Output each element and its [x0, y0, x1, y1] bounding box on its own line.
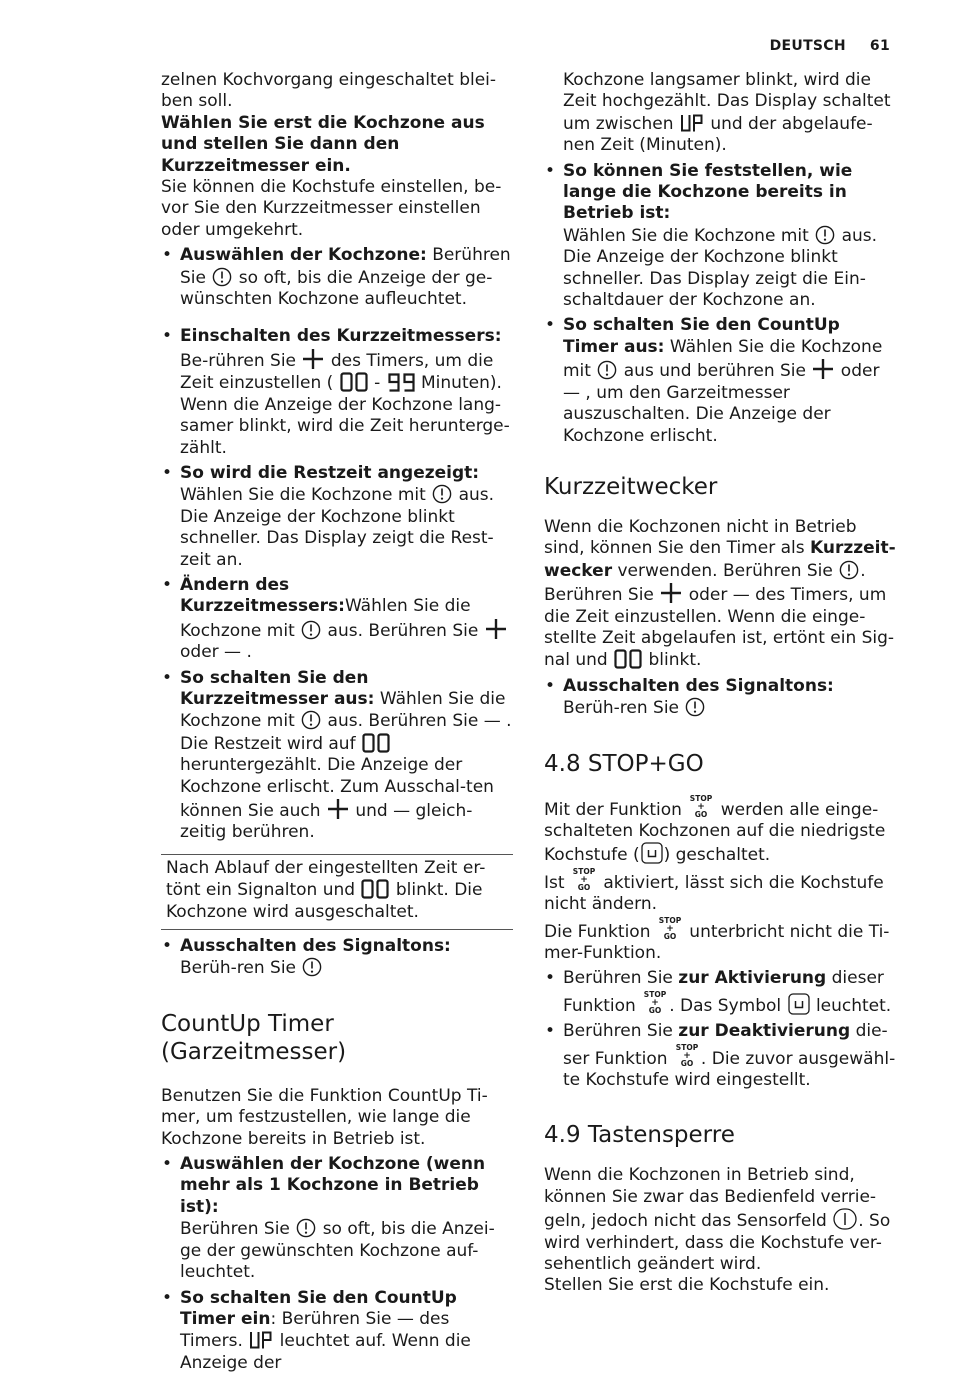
plus-icon: [302, 348, 324, 370]
section-heading-4-8: 4.8 STOP+GO: [544, 750, 896, 778]
level-u-icon: [788, 993, 810, 1015]
section-heading: Kurzzeitwecker: [544, 473, 896, 501]
svg-text:STOP: STOP: [676, 1043, 699, 1052]
display-00-icon: [362, 733, 390, 753]
svg-text:GO: GO: [695, 810, 708, 818]
display-up-icon: [249, 1330, 273, 1350]
paragraph: Mit der Funktion STOP + GO werden alle einge-schalteten Kochzonen auf die niedrigste Kochstufe ( ) geschaltet.: [544, 794, 896, 867]
plus-icon: [485, 618, 507, 640]
stop-go-icon: [571, 867, 597, 891]
svg-text:GO: GO: [649, 1006, 662, 1014]
section-heading-4-9: 4.9 Tastensperre: [544, 1121, 896, 1149]
note-box: [161, 854, 513, 930]
display-00-icon: [361, 879, 389, 899]
paragraph: Ist STOP + GO aktiviert, lässt sich die Kochstufe nicht ändern.: [544, 867, 896, 916]
note-text: Nach Ablauf der eingestellten Zeit er-tönt ein Signalton und blinkt. Die Kochzone wird ausgeschaltet.: [166, 858, 513, 923]
timer-symbol-icon: [301, 710, 321, 730]
paragraph: Stellen Sie erst die Kochstufe ein.: [544, 1275, 896, 1296]
list-item: • Berühren Sie zur Deaktivierung die-ser Funktion STOP + GO . Die zuvor ausgewähl-te Kochstufe wird eingestellt.: [544, 1021, 896, 1091]
page-number: 61: [870, 38, 890, 54]
paragraph: Benutzen Sie die Funktion CountUp Ti-mer, um festzustellen, wie lange die Kochzone bereits in Betrieb ist.: [161, 1086, 513, 1150]
svg-text:+: +: [580, 875, 588, 885]
list-item: • Auswählen der Kochzone: Berühren Sie so oft, bis die Anzeige der ge-wünschten Kochzone aufleuchtet.: [161, 245, 513, 310]
list-item: • So schalten Sie den Kurzzeitmesser aus: Wählen Sie die Kochzone mit aus. Berühren Sie — . Die Restzeit wird auf heruntergezählt. Die Anzeige der Kochzone erlischt. Zum Ausschal-ten können Sie auch und — gleich-zeitig berühren.: [161, 668, 513, 844]
list-item: • Ausschalten des Signaltons: Berüh-ren Sie: [161, 936, 513, 980]
header-language: DEUTSCH: [770, 38, 846, 54]
timer-symbol-icon: [597, 360, 617, 380]
timer-symbol-icon: [432, 484, 452, 504]
stop-go-icon: [642, 990, 668, 1014]
svg-text:+: +: [683, 1051, 691, 1061]
timer-symbol-icon: [296, 1218, 316, 1238]
section-heading: CountUp Timer (Garzeitmesser): [161, 1010, 513, 1066]
display-00-icon: [340, 372, 368, 392]
svg-text:GO: GO: [664, 932, 677, 940]
paragraph: Wenn die Kochzonen nicht in Betrieb sind, können Sie den Timer als Kurzzeit-wecker verwenden. Berühren Sie . Berühren Sie oder — des Timers, um die Zeit einzustellen. Wenn die einge-stellte Zeit abgelaufen ist, ertönt ein Sig-nal und blinkt.: [544, 517, 896, 672]
list-item-continuation: Kochzone langsamer blinkt, wird die Zeit hochgezählt. Das Display schaltet um zwischen und der abgelaufe-nen Zeit (Minuten).: [544, 70, 896, 157]
timer-symbol-icon: [815, 225, 835, 245]
lock-sensor-icon: [833, 1208, 857, 1230]
list-item: • Auswählen der Kochzone (wenn mehr als 1 Kochzone in Betrieb ist): Berühren Sie so oft, bis die Anzei-ge der gewünschten Kochzone auf-leuchtet.: [161, 1154, 513, 1283]
paragraph: zelnen Kochvorgang eingeschaltet blei-ben soll.: [161, 70, 513, 113]
list-item: • So schalten Sie den CountUp Timer ein: Berühren Sie — des Timers. leuchtet auf. Wenn die Anzeige der: [161, 1288, 513, 1374]
svg-text:GO: GO: [578, 883, 591, 891]
paragraph-bold: Wählen Sie erst die Kochzone aus und stellen Sie dann den Kurzzeitmesser ein.: [161, 113, 513, 177]
svg-text:GO: GO: [681, 1059, 694, 1067]
display-up-icon: [680, 113, 704, 133]
svg-text:+: +: [666, 924, 674, 934]
stop-go-icon: [688, 794, 714, 818]
timer-symbol-icon: [685, 697, 705, 717]
list-item: • So können Sie feststellen, wie lange die Kochzone bereits in Betrieb ist: Wählen Sie die Kochzone mit aus. Die Anzeige der Kochzone blinkt schneller. Das Display zeigt die Ein-schaltdauer der Kochzone an.: [544, 161, 896, 312]
list-item: • So schalten Sie den CountUp Timer aus: Wählen Sie die Kochzone mit aus und berühren Sie oder — , um den Garzeitmesser auszuschalten. Die Anzeige der Kochzone erlischt.: [544, 315, 896, 446]
svg-text:STOP: STOP: [690, 794, 713, 803]
list-item: • So wird die Restzeit angezeigt: Wählen Sie die Kochzone mit aus. Die Anzeige der Kochzone blinkt schneller. Das Display zeigt die Rest-zeit an.: [161, 463, 513, 571]
svg-text:STOP: STOP: [644, 990, 667, 999]
page-header: [770, 38, 890, 54]
plus-icon: [812, 358, 834, 380]
list-item: • Ausschalten des Signaltons: Berüh-ren Sie: [544, 676, 896, 720]
stop-go-icon: [674, 1043, 700, 1067]
timer-symbol-icon: [839, 560, 859, 580]
list-item: • Einschalten des Kurzzeitmessers: Be-rühren Sie des Timers, um die Zeit einzustellen ( - Minuten). Wenn die Anzeige der Kochzone lang-samer blinkt, wird die Zeit herunterge-zählt.: [161, 326, 513, 458]
svg-text:STOP: STOP: [659, 916, 682, 925]
stop-go-icon: [657, 916, 683, 940]
paragraph: Die Funktion STOP + GO unterbricht nicht die Ti-mer-Funktion.: [544, 916, 896, 965]
left-column: [161, 70, 513, 1374]
timer-symbol-icon: [212, 267, 232, 287]
right-column: [544, 70, 896, 1297]
list-item: • Berühren Sie zur Aktivierung dieser Funktion STOP + GO . Das Symbol leuchtet.: [544, 968, 896, 1017]
display-00-icon: [614, 649, 642, 669]
plus-icon: [327, 798, 349, 820]
timer-symbol-icon: [301, 620, 321, 640]
list-item: • Ändern des Kurzzeitmessers:Wählen Sie die Kochzone mit aus. Berühren Sie oder — .: [161, 575, 513, 664]
plus-icon: [660, 582, 682, 604]
timer-symbol-icon: [302, 957, 322, 977]
svg-text:STOP: STOP: [573, 867, 596, 876]
display-99-icon: [387, 372, 415, 392]
svg-text:+: +: [698, 802, 706, 812]
level-u-icon: [641, 842, 663, 864]
paragraph: Sie können die Kochstufe einstellen, be-vor Sie den Kurzzeitmesser einstellen oder umgekehrt.: [161, 177, 513, 241]
paragraph: Wenn die Kochzonen in Betrieb sind, können Sie zwar das Bedienfeld verrie-geln, jedoch nicht das Sensorfeld . So wird verhindert, dass die Kochstufe ver-sehentlich geändert wird.: [544, 1165, 896, 1275]
svg-text:+: +: [651, 998, 659, 1008]
